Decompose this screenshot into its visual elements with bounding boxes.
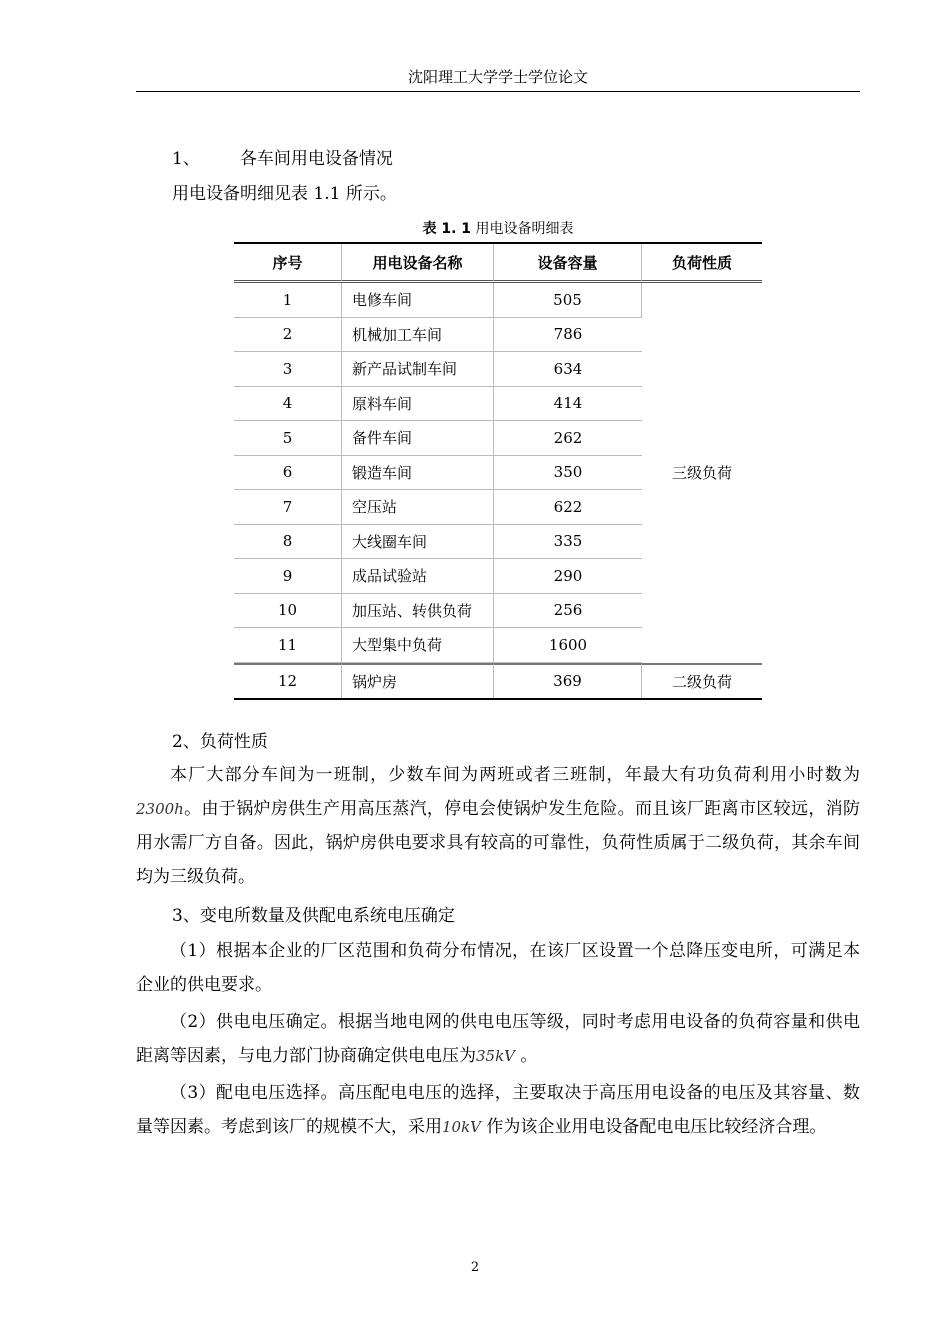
math-10kv: 10kV	[442, 1118, 482, 1136]
cell-no: 9	[234, 559, 342, 594]
cell-capacity: 369	[494, 663, 642, 699]
cell-capacity: 256	[494, 594, 642, 629]
section1-heading	[172, 142, 393, 176]
cell-name: 成品试验站	[342, 559, 494, 594]
cell-capacity: 262	[494, 421, 642, 456]
cell-no: 10	[234, 594, 342, 629]
cell-no: 12	[234, 663, 342, 699]
cell-no: 1	[234, 283, 342, 318]
table-header-row	[234, 244, 762, 283]
cell-name: 空压站	[342, 490, 494, 525]
cell-capacity: 505	[494, 283, 642, 318]
table-row	[234, 663, 762, 699]
section2-text-1: 本厂大部分车间为一班制，少数车间为两班或者三班制，年最大有功负荷利用小时数为	[170, 765, 860, 785]
section1-intro: 用电设备明细见表 1.1 所示。	[172, 184, 397, 204]
section3-p2-text-1: （2）供电电压确定。根据当地电网的供电电压等级，同时考虑用电设备的负荷容量和供电距离等因素，与电力部门协商确定供电电压为	[136, 1012, 860, 1066]
cell-capacity: 414	[494, 387, 642, 422]
cell-no: 5	[234, 421, 342, 456]
section1-number: 1、	[172, 149, 200, 169]
col-header-name: 用电设备名称	[342, 244, 494, 283]
cell-no: 7	[234, 490, 342, 525]
section3-p3-text-1: （3）配电电压选择。高压配电电压的选择，主要取决于高压用电设备的电压及其容量、数量等因素。考虑到该厂的规模不大，采用	[136, 1083, 860, 1137]
col-header-load: 负荷性质	[642, 244, 762, 283]
cell-name: 原料车间	[342, 387, 494, 422]
cell-no: 8	[234, 525, 342, 560]
table-caption-text: 用电设备明细表	[471, 221, 574, 237]
section3-paragraph-3	[136, 1076, 860, 1144]
cell-no: 2	[234, 318, 342, 353]
cell-capacity: 634	[494, 352, 642, 387]
col-header-capacity: 设备容量	[494, 244, 642, 283]
cell-name: 锅炉房	[342, 663, 494, 699]
section3-p3-text-2: 作为该企业用电设备配电电压比较经济合理。	[481, 1117, 827, 1137]
section2-paragraph	[136, 758, 860, 894]
table-row	[234, 283, 762, 318]
cell-capacity: 335	[494, 525, 642, 560]
cell-no: 11	[234, 628, 342, 663]
section3-heading: 3、变电所数量及供配电系统电压确定	[172, 906, 455, 926]
section2-text-2: 。由于锅炉房供生产用高压蒸汽，停电会使锅炉发生危险。而且该厂距离市区较远，消防用水需厂方自备。因此，锅炉房供电要求具有较高的可靠性，负荷性质属于二级负荷，其余车间均为三级负荷。	[136, 799, 860, 887]
cell-name: 锻造车间	[342, 456, 494, 491]
cell-name: 电修车间	[342, 283, 494, 318]
cell-name: 大线圈车间	[342, 525, 494, 560]
cell-capacity: 290	[494, 559, 642, 594]
equipment-table	[234, 242, 762, 700]
cell-capacity: 622	[494, 490, 642, 525]
page-header: 沈阳理工大学学士学位论文	[136, 66, 860, 92]
cell-capacity: 1600	[494, 628, 642, 663]
cell-name: 加压站、转供负荷	[342, 594, 494, 629]
section3-paragraph-1: （1）根据本企业的厂区范围和负荷分布情况，在该厂区设置一个总降压变电所，可满足本企业的供电要求。	[136, 941, 860, 995]
cell-name: 大型集中负荷	[342, 628, 494, 663]
cell-capacity: 786	[494, 318, 642, 353]
math-2300h: 2300h	[136, 800, 184, 818]
cell-no: 4	[234, 387, 342, 422]
section3-p2-text-2: 。	[515, 1046, 538, 1066]
page-number: 2	[470, 1260, 480, 1275]
section3-paragraph-2	[136, 1005, 860, 1073]
cell-no: 3	[234, 352, 342, 387]
cell-name: 备件车间	[342, 421, 494, 456]
cell-capacity: 350	[494, 456, 642, 491]
table-caption-number: 表 1. 1	[422, 221, 472, 237]
math-35kv: 35kV	[476, 1047, 516, 1065]
section2-heading: 2、负荷性质	[172, 732, 268, 752]
cell-load-group-2: 二级负荷	[642, 663, 762, 699]
cell-name: 机械加工车间	[342, 318, 494, 353]
cell-name: 新产品试制车间	[342, 352, 494, 387]
table-caption	[234, 218, 762, 238]
section1-title: 各车间用电设备情况	[239, 149, 393, 169]
col-header-no: 序号	[234, 244, 342, 283]
cell-no: 6	[234, 456, 342, 491]
cell-load-group-1: 三级负荷	[671, 464, 732, 483]
